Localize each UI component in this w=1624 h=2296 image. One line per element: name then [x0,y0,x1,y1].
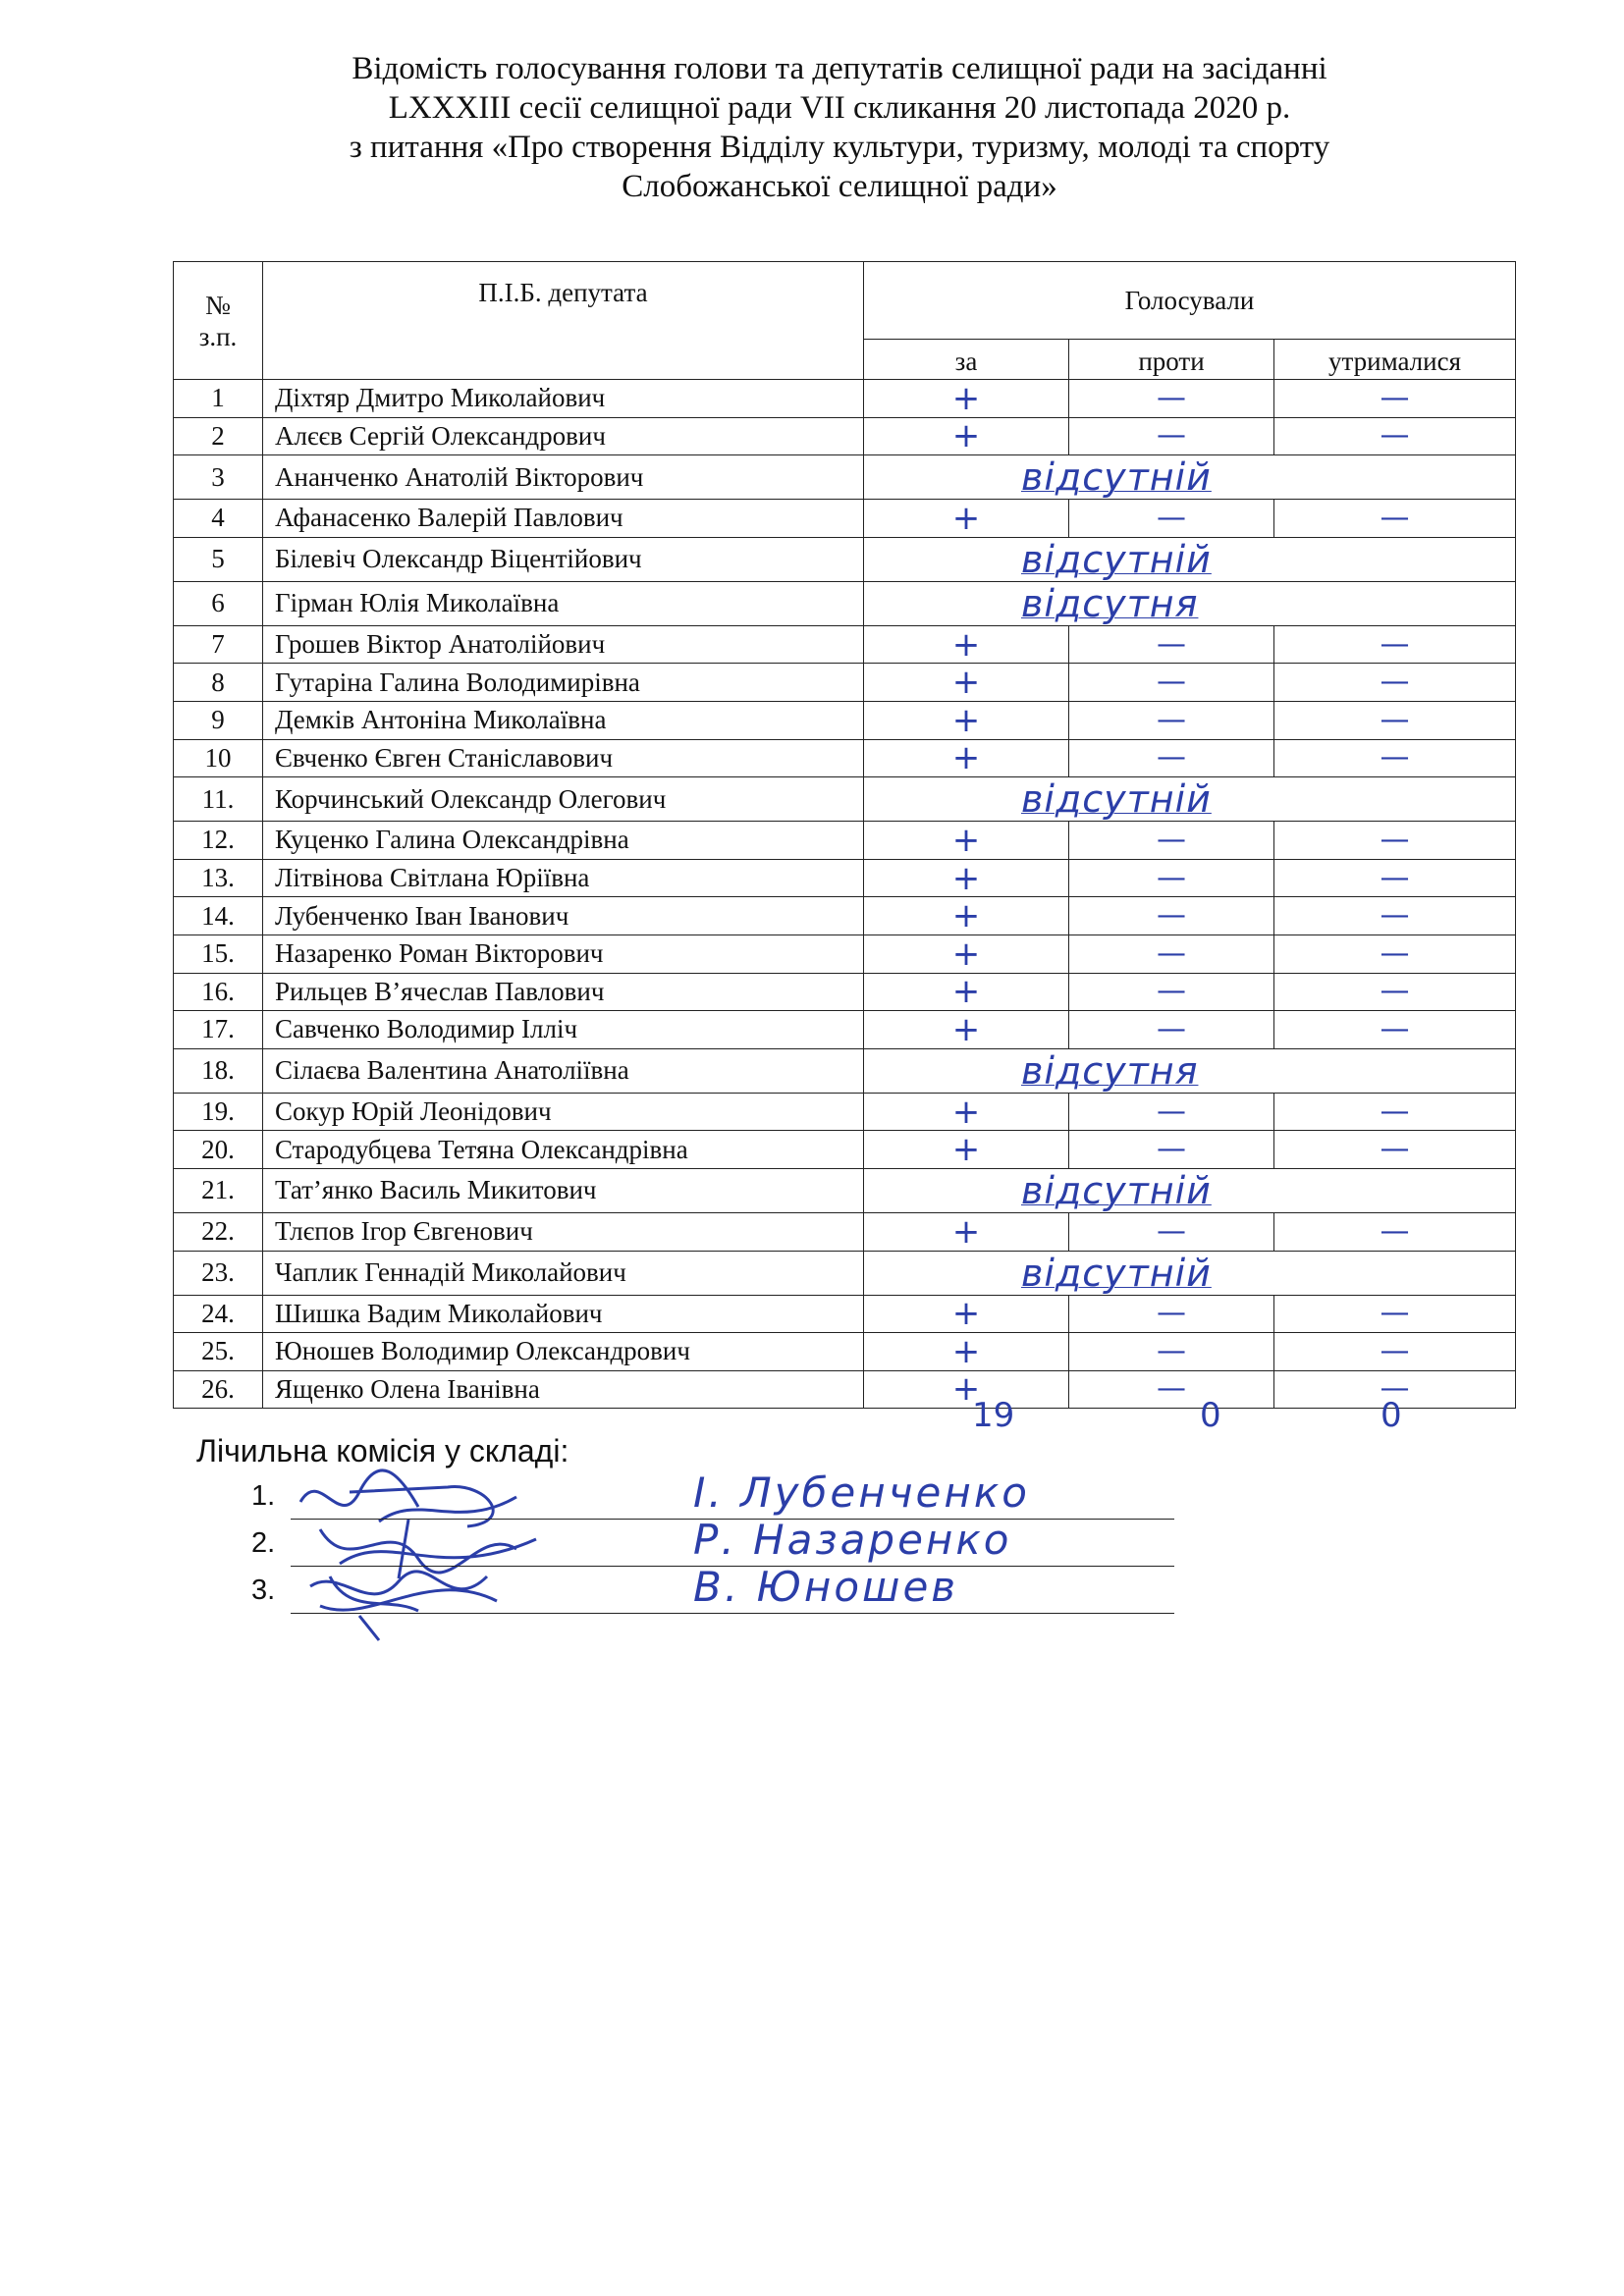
vote-against-mark: — [1069,973,1274,1011]
absent-note: відсутня [864,581,1516,625]
row-number: 16. [174,973,263,1011]
absent-note: відсутній [864,1251,1516,1295]
vote-abstained-mark: — [1274,1011,1516,1049]
vote-against-mark: — [1069,1370,1274,1409]
counting-commission-title: Лічильна комісія у складі: [196,1433,569,1468]
row-number: 21. [174,1168,263,1212]
header-deputy-name: П.І.Б. депутата [263,262,864,380]
vote-against-mark: — [1069,897,1274,935]
signature-line [291,1613,1174,1614]
vote-for-mark: + [864,859,1069,897]
vote-for-mark: + [864,380,1069,418]
row-number: 26. [174,1370,263,1409]
deputy-name: Білевіч Олександр Віцентійович [263,537,864,581]
deputy-name: Чаплик Геннадій Миколайович [263,1251,864,1295]
absent-note: відсутній [864,537,1516,581]
row-number: 18. [174,1048,263,1093]
deputy-name: Тлєпов Ігор Євгенович [263,1212,864,1251]
vote-abstained-mark: — [1274,417,1516,455]
commission-member-3 [251,1563,1174,1622]
total-against: 0 [1200,1396,1221,1435]
deputy-name: Шишка Вадим Миколайович [263,1295,864,1333]
document-title [236,49,1443,206]
table-row [174,934,1516,973]
row-number: 9 [174,701,263,739]
table-row [174,1251,1516,1295]
vote-for-mark: + [864,739,1069,777]
vote-abstained-mark: — [1274,500,1516,538]
deputy-name: Стародубцева Тетяна Олександрівна [263,1131,864,1169]
vote-against-mark: — [1069,1212,1274,1251]
title-line-4: Слобожанської селищної ради» [622,169,1057,204]
table-row [174,537,1516,581]
vote-abstained-mark: — [1274,897,1516,935]
vote-abstained-mark: — [1274,1093,1516,1131]
vote-against-mark: — [1069,1011,1274,1049]
title-line-3: з питання «Про створення Відділу культури, туризму, молоді та спорту [349,130,1330,165]
absent-note: відсутній [864,1168,1516,1212]
vote-against-mark: — [1069,380,1274,418]
table-row [174,455,1516,500]
commission-member-name: В. Юношев [693,1563,959,1611]
deputy-name: Літвінова Світлана Юріївна [263,859,864,897]
vote-for-mark: + [864,417,1069,455]
table-row [174,897,1516,935]
row-number: 6 [174,581,263,625]
vote-abstained-mark: — [1274,739,1516,777]
row-number: 20. [174,1131,263,1169]
row-number: 15. [174,934,263,973]
header-against: проти [1069,340,1274,380]
vote-abstained-mark: — [1274,934,1516,973]
vote-for-mark: + [864,934,1069,973]
table-row [174,380,1516,418]
table-row [174,1011,1516,1049]
header-voted: Голосували [864,262,1516,340]
row-number: 4 [174,500,263,538]
table-row [174,822,1516,860]
total-abstained: 0 [1380,1396,1402,1435]
deputy-name: Лубенченко Іван Іванович [263,897,864,935]
row-number: 5 [174,537,263,581]
deputy-name: Рильцев В’ячеслав Павлович [263,973,864,1011]
row-number: 2 [174,417,263,455]
total-for: 19 [972,1396,1015,1435]
commission-member-name: І. Лубенченко [693,1468,1030,1517]
vote-against-mark: — [1069,664,1274,702]
table-row [174,625,1516,664]
row-number: 12. [174,822,263,860]
table-row [174,1333,1516,1371]
vote-against-mark: — [1069,1295,1274,1333]
vote-abstained-mark: — [1274,625,1516,664]
commission-member-number: 2. [251,1527,276,1559]
row-number: 19. [174,1093,263,1131]
table-row [174,1048,1516,1093]
vote-abstained-mark: — [1274,1333,1516,1371]
vote-abstained-mark: — [1274,664,1516,702]
vote-against-mark: — [1069,739,1274,777]
vote-for-mark: + [864,1212,1069,1251]
row-number: 17. [174,1011,263,1049]
deputy-name: Савченко Володимир Ілліч [263,1011,864,1049]
voting-table-body [174,380,1516,1409]
header-abstained: утрималися [1274,340,1516,380]
deputy-name: Назаренко Роман Вікторович [263,934,864,973]
deputy-name: Сілаєва Валентина Анатоліївна [263,1048,864,1093]
vote-for-mark: + [864,500,1069,538]
vote-for-mark: + [864,1093,1069,1131]
table-row [174,500,1516,538]
deputy-name: Демків Антоніна Миколаївна [263,701,864,739]
absent-note: відсутня [864,1048,1516,1093]
vote-abstained-mark: — [1274,973,1516,1011]
table-row [174,777,1516,822]
title-line-1: Відомість голосування голови та депутатів селищної ради на засіданні [352,51,1327,86]
vote-against-mark: — [1069,625,1274,664]
absent-note: відсутній [864,777,1516,822]
vote-against-mark: — [1069,1093,1274,1131]
deputy-name: Куценко Галина Олександрівна [263,822,864,860]
row-number: 25. [174,1333,263,1371]
vote-for-mark: + [864,1295,1069,1333]
row-number: 1 [174,380,263,418]
table-row [174,664,1516,702]
vote-for-mark: + [864,701,1069,739]
table-row [174,859,1516,897]
vote-for-mark: + [864,1333,1069,1371]
table-row [174,1168,1516,1212]
table-row [174,739,1516,777]
deputy-name: Діхтяр Дмитро Миколайович [263,380,864,418]
deputy-name: Юношев Володимир Олександрович [263,1333,864,1371]
row-number: 7 [174,625,263,664]
absent-note: відсутній [864,455,1516,500]
vote-for-mark: + [864,1011,1069,1049]
vote-for-mark: + [864,897,1069,935]
commission-member-name: Р. Назаренко [693,1516,1012,1564]
header-number-line-2: з.п. [198,321,238,351]
deputy-name: Євченко Євген Станіславович [263,739,864,777]
vote-against-mark: — [1069,417,1274,455]
table-row [174,1093,1516,1131]
table-row [174,701,1516,739]
table-row [174,1295,1516,1333]
row-number: 24. [174,1295,263,1333]
vote-abstained-mark: — [1274,822,1516,860]
deputy-name: Алєєв Сергій Олександрович [263,417,864,455]
vote-totals [943,1396,1434,1435]
vote-against-mark: — [1069,859,1274,897]
vote-against-mark: — [1069,934,1274,973]
row-number: 22. [174,1212,263,1251]
deputy-name: Афанасенко Валерій Павлович [263,500,864,538]
vote-abstained-mark: — [1274,1370,1516,1409]
vote-for-mark: + [864,822,1069,860]
deputy-name: Гірман Юлія Миколаївна [263,581,864,625]
vote-against-mark: — [1069,1333,1274,1371]
signature-image [291,1557,585,1645]
vote-against-mark: — [1069,1131,1274,1169]
vote-against-mark: — [1069,822,1274,860]
row-number: 23. [174,1251,263,1295]
vote-against-mark: — [1069,500,1274,538]
deputy-name: Ананченко Анатолій Вікторович [263,455,864,500]
table-row [174,417,1516,455]
vote-abstained-mark: — [1274,859,1516,897]
row-number: 13. [174,859,263,897]
deputy-name: Корчинський Олександр Олегович [263,777,864,822]
vote-abstained-mark: — [1274,380,1516,418]
vote-for-mark: + [864,973,1069,1011]
vote-abstained-mark: — [1274,1295,1516,1333]
vote-against-mark: — [1069,701,1274,739]
commission-member-number: 1. [251,1480,276,1512]
vote-abstained-mark: — [1274,1131,1516,1169]
deputy-name: Тат’янко Василь Микитович [263,1168,864,1212]
row-number: 10 [174,739,263,777]
row-number: 3 [174,455,263,500]
table-row [174,1212,1516,1251]
vote-for-mark: + [864,664,1069,702]
table-row [174,973,1516,1011]
commission-member-number: 3. [251,1575,276,1606]
row-number: 14. [174,897,263,935]
vote-for-mark: + [864,1370,1069,1409]
deputy-name: Сокур Юрій Леонідович [263,1093,864,1131]
deputy-name: Грошев Віктор Анатолійович [263,625,864,664]
header-number-line-1: № [205,290,231,320]
title-line-2: LXXXIII сесії селищної ради VII скликання 20 листопада 2020 р. [388,90,1291,126]
header-number [174,262,263,380]
vote-for-mark: + [864,1131,1069,1169]
deputy-name: Гутаріна Галина Володимирівна [263,664,864,702]
table-row [174,1131,1516,1169]
vote-abstained-mark: — [1274,1212,1516,1251]
deputy-name: Ященко Олена Іванівна [263,1370,864,1409]
table-row [174,581,1516,625]
header-for: за [864,340,1069,380]
row-number: 8 [174,664,263,702]
vote-abstained-mark: — [1274,701,1516,739]
voting-table [173,261,1516,1409]
vote-for-mark: + [864,625,1069,664]
row-number: 11. [174,777,263,822]
